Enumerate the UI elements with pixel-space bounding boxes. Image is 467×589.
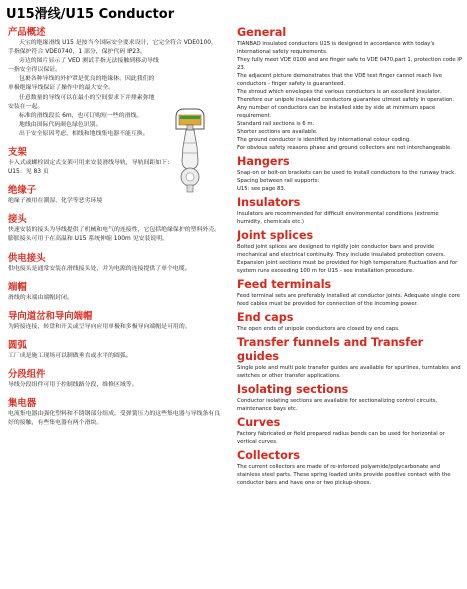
cn-general-p7: 出于安全原因考虑，相线和地线集电器不能互换。: [19, 130, 149, 137]
cn-section-transfer: [8, 303, 222, 332]
en-heading-insulators: Insulators: [237, 196, 301, 209]
cn-feed-line1: 供电接头是通常安装在滑线接头处，并为电源的连接提供了单个电缆。: [8, 265, 191, 272]
cn-general-p6: 地线由国际代码颜色绿色识别。: [19, 121, 102, 128]
cn-general-p5: 标准的滑线段长 6m，也可订购短一些的滑线。: [19, 112, 143, 119]
en-heading-transfer: Transfer funnels and Transfer guides: [237, 336, 424, 363]
cn-section-endcaps: [8, 274, 222, 303]
cn-collectors-line1: 电流集电器由强化塑料和不锈钢部分组成，受弹簧压力的这些集电器与导线条有良好的接触，有些集电器有两个滑块。: [8, 410, 221, 427]
cn-section-curves: [8, 332, 222, 361]
cn-joints-line2: 膨胀接头可用于在高温和 U15 系统伸缩 100m 见安装说明。: [8, 236, 168, 243]
cn-isolating-line1: 导线分段组件可用于控制线路分段，维修区域等。: [8, 381, 138, 388]
en-section-joints: [237, 226, 463, 275]
en-heading-endcaps: End caps: [237, 311, 294, 324]
en-general-line8: The ground conductor is identified by international colour coding.: [237, 137, 411, 143]
en-section-endcaps: [237, 308, 463, 333]
cn-general-p4: 任意数量的导线可以在最小的空间要求下并排素弥地安装在一起。: [8, 94, 155, 110]
conductor-profile: [176, 109, 204, 130]
cn-hangers-line2: U15：见 83 页: [8, 169, 49, 176]
page-title: U15滑线/U15 Conductor: [6, 7, 175, 22]
cn-section-collectors: [8, 390, 222, 428]
cn-section-joints: [8, 206, 222, 244]
cn-heading-joints: 接头: [8, 214, 27, 226]
en-general-line7: Shorter sections are available.: [237, 129, 318, 135]
en-heading-joints: Joint splices: [237, 229, 314, 242]
cn-endcaps-line1: 滑线的末端由端帽封闭。: [8, 294, 73, 301]
en-heading-curves: Curves: [237, 416, 281, 429]
en-heading-hangers: Hangers: [237, 155, 290, 168]
en-heading-collectors: Collectors: [237, 449, 300, 462]
en-section-isolating: [237, 380, 463, 413]
en-general-line5: Any number of conductors can be installed side by side at minimum space requirement.: [237, 105, 436, 119]
cn-heading-endcaps: 端帽: [8, 281, 27, 293]
en-insulators-line1: Insulators are recommended for difficult environmental conditions (extreme humidity, chemicals etc.): [237, 211, 439, 225]
en-feed-line1: Feed terminal sets are preferably installed at conductor joints. Adequate single core feed cables must be provided for connection of the incoming power.: [237, 293, 461, 307]
cn-heading-curves: 圆弧: [8, 339, 27, 351]
en-general-line1: TIANBAO insulated conductors U15 is designed in accordance with today's international safety requirements.: [237, 41, 435, 55]
cn-general-p1: 天宝的绝缘滑线 U15 是按当今国际安全要求设计，它完全符合 VDE0100，手指保护符合 VDE0740，1 部分，保护代码 IP23。: [8, 40, 217, 56]
en-hangers-line1: Snap-on or bolt-on brackets can be used to install conductors to the runway track. Spacing between rail supports:: [237, 170, 456, 184]
cn-section-isolating: [8, 361, 222, 390]
en-hangers-line2: U15: see page 83.: [237, 186, 286, 192]
en-endcaps-line1: The open ends of unipole conductors are closed by end caps.: [237, 326, 400, 332]
cn-general-p2: 旁边的图片显示了 VED 测试手指无法接触到移动导线一指安全得以保证。: [8, 58, 159, 74]
cn-insulators-line1: 绝缘子被用在潮湿、化学等恶劣环境: [8, 198, 103, 205]
en-section-curves: [237, 413, 463, 446]
english-column: [237, 26, 463, 487]
cn-section-feed: [8, 245, 222, 274]
en-general-line4: The shroud which envelopes the various conductors is an excellent insulator. Therefore our unipole insulated conductors guarantee utmost safety in operation.: [237, 89, 455, 103]
en-general-line9: For obvious safety reasons phase and ground collectors are not interchangeable.: [237, 145, 452, 151]
cn-heading-collectors: 集电器: [8, 397, 37, 409]
en-section-transfer: [237, 333, 463, 380]
en-isolating-line1: Conductor isolating sections are available for sectionalizing control circuits, maintenance bays etc.: [237, 398, 438, 412]
en-collectors-line1: The current collectors are made of re-inforced polyamide/polycarbonate and stainless steel parts. These spring loaded units provide positive contact with the conductor bars and have one or two pickup-shoes.: [237, 464, 451, 486]
en-heading-general: General: [237, 26, 287, 39]
cn-heading-transfer: 导向道岔和导向端帽: [8, 310, 93, 322]
en-section-insulators: [237, 193, 463, 226]
cn-transfer-line1: 为跨接连接，转盘和开关或呈导向应用单极和多极导向端帽是可用的。: [8, 323, 191, 330]
en-heading-isolating: Isolating sections: [237, 383, 349, 396]
cn-heading-insulators: 绝缘子: [8, 185, 37, 197]
chinese-column: [8, 26, 222, 428]
cn-hangers-line1: 卡入式或螺栓固定式支架可用来安装滑线导轨，导轨间距如下：: [8, 160, 173, 167]
cn-heading-general: 产品概述: [8, 27, 46, 38]
en-curves-line1: Factory fabricated or field prepared radius bends can be used for horizontal or vertical curves.: [237, 431, 445, 445]
conductor-test-finger-illustration: [166, 103, 228, 193]
en-joints-line2: Expansion joint sections must be provided for high temperature fluctuation and for system runs exceeding 100 m for U15 - see installation procedure.: [237, 260, 458, 274]
en-section-hangers: [237, 152, 463, 193]
cn-joints-line1: 快速安装的接头为导线提供了机械和电气的连接性，它包括绝缘保护的塑料外壳。: [8, 227, 221, 234]
cn-heading-isolating: 分段组件: [8, 368, 46, 380]
en-section-feed: [237, 275, 463, 308]
cn-general-p3: 包裹各种导线的外护罩是优良的绝缘体，因此我们的单极绝缘导线保证了操作中的最大安全。: [8, 76, 155, 92]
en-general-line6: Standard rail sections is 6 m.: [237, 121, 315, 127]
en-general-line3: The adjacent picture demonstrates that the VDE test finger cannot reach live conductors - finger safety is guaranteed.: [237, 73, 443, 87]
en-section-collectors: [237, 446, 463, 487]
en-joints-line1: Bolted joint splices are designed to rigidly join conductor bars and provide mechanical and electrical continuity. They include insulated protection covers.: [237, 244, 446, 258]
test-finger: [181, 130, 199, 192]
en-general-line2: They fully meet VDE 0100 and are finger safe to VDE 0470,part 1, protection code IP 23.: [237, 57, 463, 71]
en-transfer-line1: Single pole and multi pole transfer guides are available for spurlines, turntables and switches or other transfer applications.: [237, 365, 461, 379]
cn-curves-line1: 工厂成是施工现场可以制做垂直或水平的圆弧。: [8, 352, 132, 359]
cn-heading-feed: 供电接头: [8, 252, 46, 264]
en-section-general: [237, 26, 463, 152]
en-heading-feed: Feed terminals: [237, 278, 332, 291]
cn-heading-hangers: 支架: [8, 147, 27, 159]
